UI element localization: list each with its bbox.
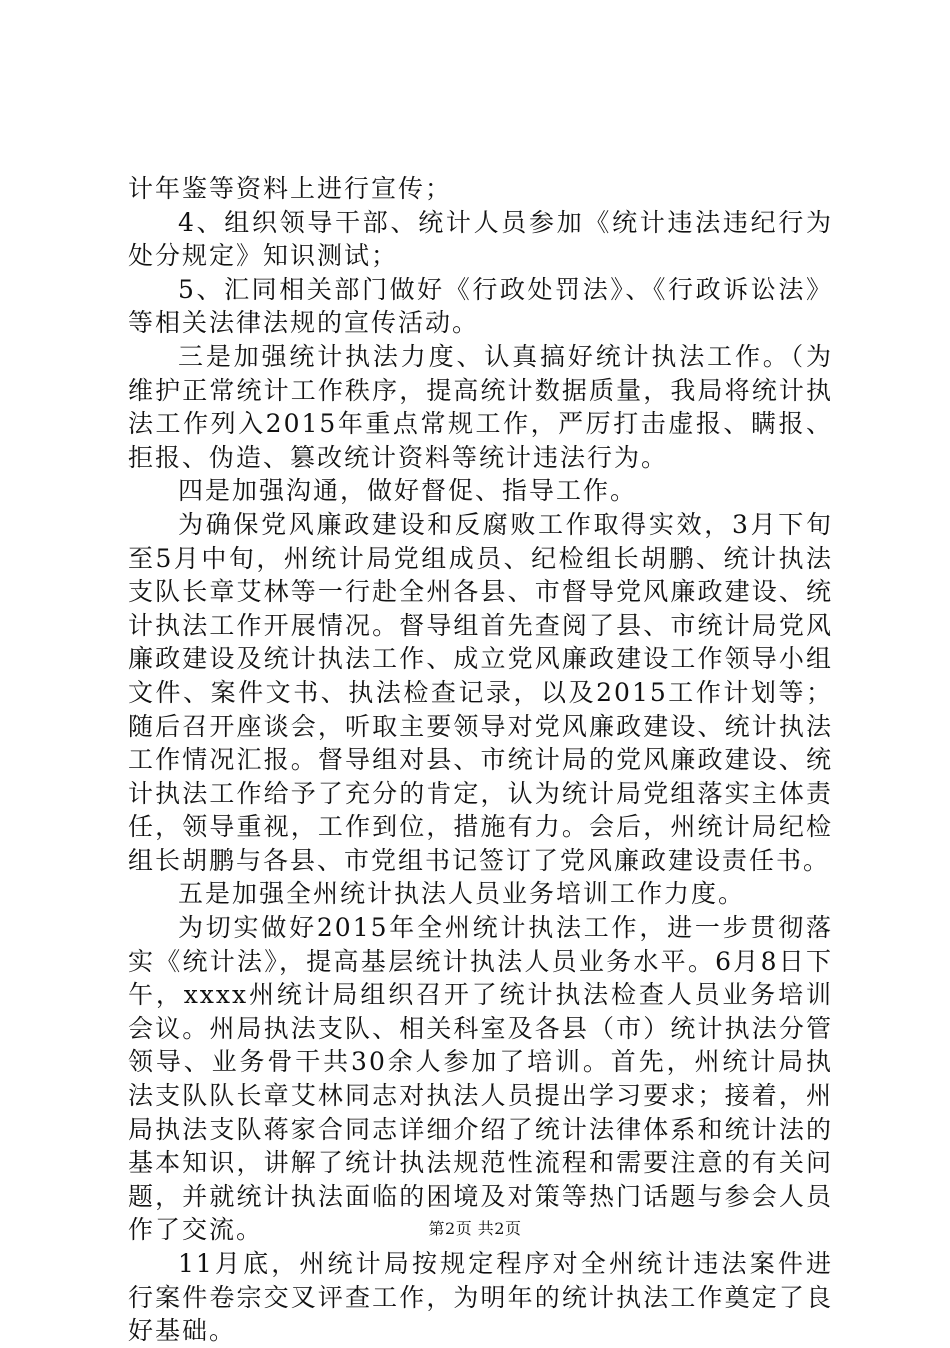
- paragraph-item-4: 4、组织领导干部、统计人员参加《统计违法违纪行为处分规定》知识测试；: [128, 207, 833, 271]
- paragraph-case-review: 11月底，州统计局按规定程序对全州统计违法案件进行案件卷宗交叉评查工作，为明年的统计执法工作奠定了良好基础。: [128, 1249, 833, 1346]
- paragraph-section-five-heading: 五是加强全州统计执法人员业务培训工作力度。: [178, 879, 746, 909]
- paragraph-section-three: 三是加强统计执法力度、认真搞好统计执法工作。（为维护正常统计工作秩序，提高统计数据质量，我局将统计执法工作列入2015年重点常规工作，严厉打击虚报、瞒报、拒报、伪造、篡改统计资料等统计违法行为。: [128, 341, 833, 472]
- paragraph-continuation: 计年鉴等资料上进行宣传；: [128, 174, 453, 203]
- document-body: [128, 172, 833, 1348]
- page-footer: 第2页 共2页: [428, 1219, 522, 1238]
- paragraph-supervision: 为确保党风廉政建设和反腐败工作取得实效，3月下旬至5月中旬，州统计局党组成员、纪检组长胡鹏、统计执法支队长章艾林等一行赴全州各县、市督导党风廉政建设、统计执法工作开展情况。督导组首先查阅了县、市统计局党风廉政建设及统计执法工作、成立党风廉政建设工作领导小组文件、案件文书、执法检查记录，以及2015工作计划等；随后召开座谈会，听取主要领导对党风廉政建设、统计执法工作情况汇报。督导组对县、市统计局的党风廉政建设、统计执法工作给予了充分的肯定，认为统计局党组落实主体责任，领导重视，工作到位，措施有力。会后，州统计局纪检组长胡鹏与各县、市党组书记签订了党风廉政建设责任书。: [128, 509, 833, 875]
- paragraph-training: 为切实做好2015年全州统计执法工作，进一步贯彻落实《统计法》，提高基层统计执法人员业务水平。6月8日下午，xxxx州统计局组织召开了统计执法检查人员业务培训会议。州局执法支队、相关科室及各县（市）统计执法分管领导、业务骨干共30余人参加了培训。首先，州统计局执法支队队长章艾林同志对执法人员提出学习要求；接着，州局执法支队蒋家合同志详细介绍了统计法律体系和统计法的基本知识，讲解了统计执法规范性流程和需要注意的有关问题，并就统计执法面临的困境及对策等热门话题与参会人员作了交流。: [128, 913, 833, 1245]
- paragraph-section-four-heading: 四是加强沟通，做好督促、指导工作。: [178, 476, 638, 506]
- paragraph-item-5: 5、汇同相关部门做好《行政处罚法》、《行政诉讼法》等相关法律法规的宣传活动。: [128, 274, 833, 338]
